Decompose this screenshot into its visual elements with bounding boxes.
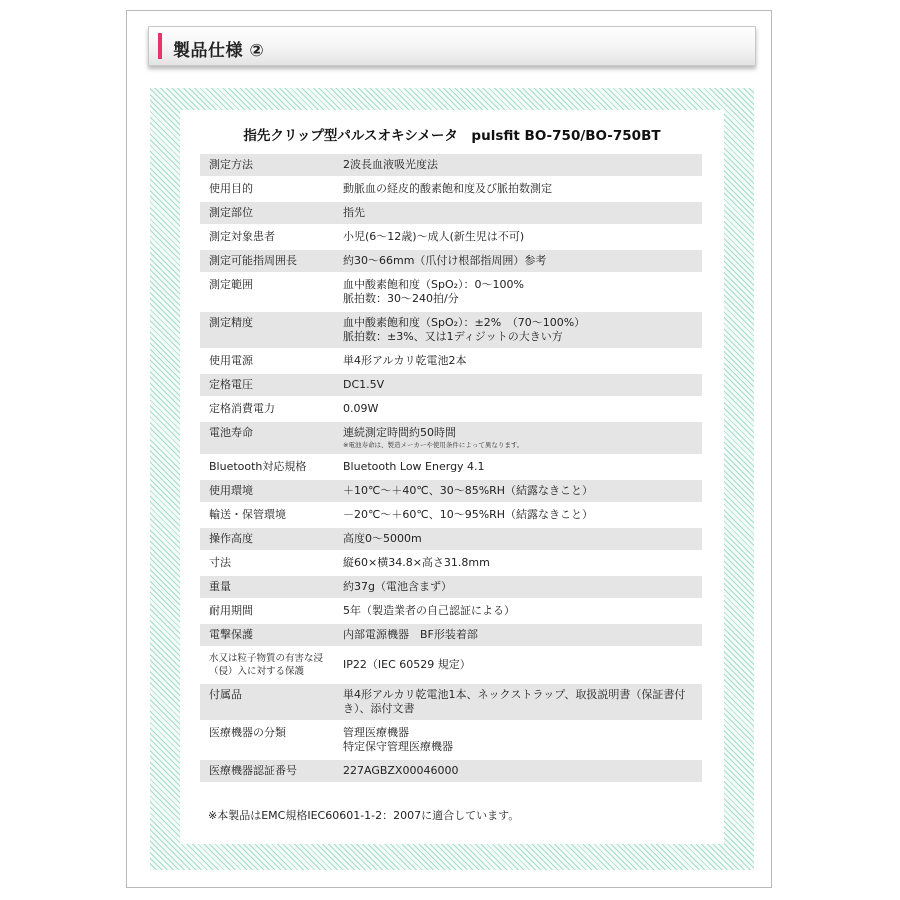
spec-value (334, 479, 702, 503)
spec-label: 使用目的 (200, 177, 334, 201)
spec-row (200, 421, 702, 455)
spec-value-line: －20℃～＋60℃、10～95%RH（結露なきこと） (343, 508, 594, 521)
spec-label: 水又は粒子物質の有害な浸（侵）入に対する保護 (200, 647, 334, 683)
spec-value-line: 管理医療機器 (343, 726, 409, 739)
spec-label: 重量 (200, 575, 334, 599)
spec-label: Bluetooth対応規格 (200, 455, 334, 479)
spec-value-line: IP22（IEC 60529 規定） (343, 658, 471, 671)
spec-value-line: 高度0～5000m (343, 532, 422, 545)
spec-row (200, 503, 702, 527)
spec-value-line: 約30～66mm（爪付け根部指周囲）参考 (343, 254, 547, 267)
spec-value-line: 血中酸素飽和度（SpO₂）：±2% （70～100%） (343, 316, 586, 329)
spec-row (200, 683, 702, 721)
spec-value-note: ※電池寿命は、製造メーカーや使用条件によって異なります。 (343, 441, 524, 449)
spec-row (200, 349, 702, 373)
spec-value (334, 599, 702, 623)
spec-value-line: 227AGBZX00046000 (343, 764, 459, 777)
spec-card (180, 110, 724, 844)
spec-value (334, 349, 702, 373)
spec-row (200, 373, 702, 397)
spec-value (334, 225, 702, 249)
spec-value (334, 623, 702, 647)
spec-row (200, 623, 702, 647)
spec-row (200, 551, 702, 575)
spec-value (334, 647, 702, 683)
spec-label: 測定部位 (200, 201, 334, 225)
spec-value (334, 273, 702, 311)
spec-value-line: DC1.5V (343, 378, 385, 391)
spec-value-line: 単4形アルカリ乾電池1本、ネックストラップ、取扱説明書（保証書付き）、添付文書 (343, 688, 686, 715)
spec-label: 使用環境 (200, 479, 334, 503)
spec-row (200, 273, 702, 311)
spec-value (334, 397, 702, 421)
spec-value-line: Bluetooth Low Energy 4.1 (343, 460, 485, 473)
spec-value (334, 527, 702, 551)
emc-footnote: ※本製品はEMC規格IEC60601-1-2：2007に適合しています。 (208, 809, 520, 822)
spec-label: 測定可能指周囲長 (200, 249, 334, 273)
spec-label: 定格消費電力 (200, 397, 334, 421)
spec-value-line: ＋10℃～＋40℃、30～85%RH（結露なきこと） (343, 484, 594, 497)
spec-row (200, 311, 702, 349)
spec-label: 測定精度 (200, 311, 334, 349)
spec-label: 操作高度 (200, 527, 334, 551)
spec-label: 電撃保護 (200, 623, 334, 647)
spec-value (334, 311, 702, 349)
spec-row (200, 721, 702, 759)
spec-value-line: 約37g（電池含まず） (343, 580, 452, 593)
spec-row (200, 249, 702, 273)
header-accent-bar (158, 33, 162, 59)
spec-row (200, 154, 702, 177)
spec-row (200, 177, 702, 201)
spec-value-line: 脈拍数：±3%、又は1ディジットの大きい方 (343, 330, 563, 343)
spec-row (200, 397, 702, 421)
spec-label: 耐用期間 (200, 599, 334, 623)
spec-value-line: 連続測定時間約50時間 (343, 426, 456, 439)
spec-row (200, 201, 702, 225)
spec-row (200, 575, 702, 599)
spec-value-line: 内部電源機器 BF形装着部 (343, 628, 478, 641)
spec-title: 指先クリップ型パルスオキシメータ pulsfit BO-750/BO-750BT (243, 128, 661, 144)
spec-value-line: 特定保守管理医療機器 (343, 740, 453, 753)
section-header (148, 26, 756, 66)
spec-value-line: 2波長血液吸光度法 (343, 158, 438, 171)
spec-value (334, 455, 702, 479)
spec-value-line: 動脈血の経皮的酸素飽和度及び脈拍数測定 (343, 182, 552, 195)
spec-label: 寸法 (200, 551, 334, 575)
spec-row (200, 455, 702, 479)
spec-label: 測定範囲 (200, 273, 334, 311)
spec-value-line: 単4形アルカリ乾電池2本 (343, 354, 467, 367)
spec-label: 測定方法 (200, 154, 334, 177)
spec-label: 電池寿命 (200, 421, 334, 455)
spec-label: 定格電圧 (200, 373, 334, 397)
spec-row (200, 599, 702, 623)
section-title: 製品仕様 ② (173, 41, 265, 61)
spec-value (334, 373, 702, 397)
spec-value (334, 759, 702, 783)
spec-value-line: 5年（製造業者の自己認証による） (343, 604, 515, 617)
spec-value-line: 縦60×横34.8×高さ31.8mm (343, 556, 490, 569)
spec-value (334, 721, 702, 759)
spec-value (334, 683, 702, 721)
spec-label: 医療機器認証番号 (200, 759, 334, 783)
spec-value-line: 血中酸素飽和度（SpO₂）：0～100% (343, 278, 524, 291)
spec-value-line: 0.09W (343, 402, 379, 415)
spec-value (334, 575, 702, 599)
spec-value-line: 脈拍数：30～240拍/分 (343, 292, 459, 305)
spec-value (334, 551, 702, 575)
spec-label: 付属品 (200, 683, 334, 721)
spec-value (334, 421, 702, 455)
spec-value (334, 249, 702, 273)
spec-value (334, 201, 702, 225)
spec-label: 医療機器の分類 (200, 721, 334, 759)
spec-value (334, 154, 702, 177)
spec-label: 測定対象患者 (200, 225, 334, 249)
spec-table (200, 154, 702, 784)
spec-value-line: 指先 (343, 206, 365, 219)
spec-row (200, 759, 702, 783)
spec-row (200, 527, 702, 551)
spec-label: 輸送・保管環境 (200, 503, 334, 527)
spec-row (200, 479, 702, 503)
spec-row (200, 647, 702, 683)
spec-value (334, 503, 702, 527)
spec-value (334, 177, 702, 201)
spec-label: 使用電源 (200, 349, 334, 373)
spec-row (200, 225, 702, 249)
spec-value-line: 小児(6～12歳)～成人(新生児は不可) (343, 230, 525, 243)
